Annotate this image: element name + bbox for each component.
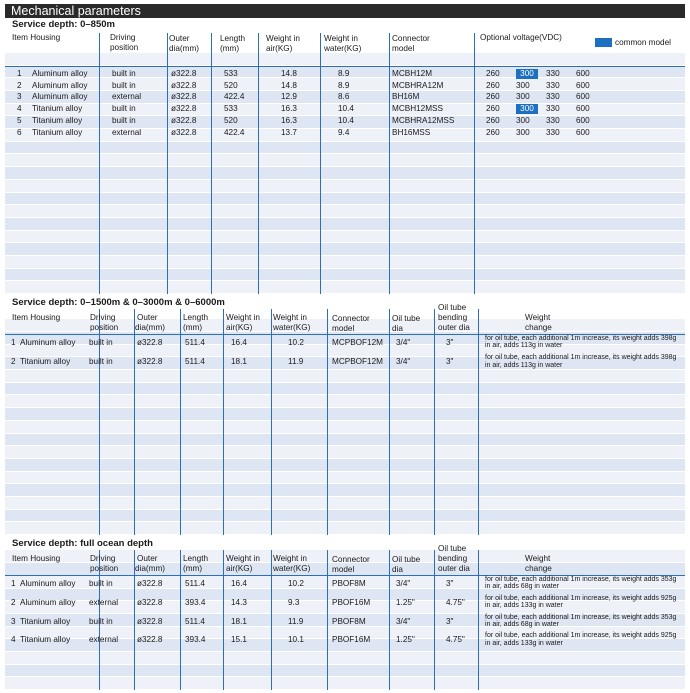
- column-header: air(KG): [266, 44, 293, 53]
- column-header: (mm): [220, 44, 240, 53]
- table-row-bg: [5, 421, 685, 434]
- connector-cell: PBOF8M: [332, 616, 366, 626]
- column-divider: [134, 309, 135, 535]
- housing-cell: Aluminum alloy: [32, 92, 88, 102]
- table-row-bg: [5, 408, 685, 421]
- weight-air-cell: 14.8: [281, 69, 297, 78]
- item-number: 1: [17, 69, 22, 78]
- weight-change-note: for oil tube, each additional 1m increase, its weight adds 353g in air, adds 68g in water: [485, 613, 677, 628]
- housing-cell: Aluminum alloy: [20, 597, 76, 607]
- voltage-option: 600: [576, 80, 590, 90]
- page-title: Mechanical parameters: [5, 4, 685, 18]
- driving-cell: built in: [112, 69, 136, 78]
- driving-cell: built in: [89, 357, 113, 367]
- column-divider: [99, 33, 100, 294]
- weight-air-cell: 18.1: [231, 357, 247, 367]
- weight-change-note: for oil tube, each additional 1m increase, its weight adds 925g in air, adds 133g in water: [485, 594, 677, 609]
- column-header: model: [332, 565, 355, 574]
- column-header: Length: [183, 554, 209, 563]
- connector-cell: MCPBOF12M: [332, 357, 383, 367]
- column-divider: [271, 309, 272, 535]
- table-row-bg: [5, 281, 685, 294]
- table-row-bg: [5, 497, 685, 510]
- column-header: bending: [438, 313, 468, 322]
- weight-water-cell: 10.4: [338, 104, 354, 114]
- column-header: model: [392, 44, 415, 53]
- column-header: Connector: [392, 34, 430, 43]
- table-row-bg: [5, 652, 685, 665]
- connector-cell: MCPBOF12M: [332, 338, 383, 347]
- weight-water-cell: 8.9: [338, 69, 350, 78]
- housing-cell: Aluminum alloy: [32, 69, 88, 78]
- column-header: Weight: [525, 313, 551, 322]
- length-cell: 422.4: [224, 92, 245, 102]
- voltage-option: 300: [516, 115, 530, 125]
- weight-air-cell: 14.8: [281, 80, 297, 90]
- legend-label: common model: [615, 38, 671, 47]
- bend-dia-cell: 4.75": [446, 635, 465, 645]
- table-row-bg: [5, 180, 685, 193]
- housing-cell: Titanium alloy: [20, 616, 71, 626]
- item-number: 5: [17, 115, 22, 125]
- voltage-option: 330: [546, 80, 560, 90]
- voltage-option: 600: [576, 69, 590, 78]
- dia-cell: ø322.8: [137, 357, 163, 367]
- oil-tube-dia-cell: 3/4": [396, 357, 411, 367]
- table-row-bg: [5, 510, 685, 523]
- length-cell: 533: [224, 104, 238, 114]
- column-divider: [434, 309, 435, 535]
- table-row-bg: [5, 243, 685, 256]
- dia-cell: ø322.8: [137, 597, 163, 607]
- oil-tube-dia-cell: 1.25": [396, 597, 415, 607]
- housing-cell: Aluminum alloy: [20, 579, 76, 588]
- table-row-bg: [5, 522, 685, 535]
- connector-cell: BH16M: [392, 92, 420, 102]
- item-number: 4: [11, 635, 16, 645]
- driving-cell: built in: [112, 80, 136, 90]
- driving-cell: built in: [112, 115, 136, 125]
- column-header: outer dia: [438, 564, 470, 573]
- table-row-bg: [5, 383, 685, 396]
- column-header: air(KG): [226, 564, 253, 573]
- column-header: Driving: [110, 33, 136, 42]
- voltage-option: 600: [576, 115, 590, 125]
- weight-air-cell: 16.4: [231, 338, 247, 347]
- section-full-ocean: [5, 538, 685, 690]
- driving-cell: built in: [89, 338, 113, 347]
- connector-cell: MCBHRA12MSS: [392, 115, 455, 125]
- connector-cell: PBOF8M: [332, 579, 366, 588]
- column-header: water(KG): [273, 323, 311, 332]
- voltage-option: 330: [546, 69, 560, 78]
- weight-water-cell: 9.3: [288, 597, 300, 607]
- column-header: dia: [392, 565, 403, 574]
- table-row-bg: [5, 154, 685, 167]
- column-divider: [223, 550, 224, 690]
- table-row-bg: [5, 142, 685, 155]
- item-number: 2: [11, 357, 16, 367]
- length-cell: 520: [224, 115, 238, 125]
- column-header: Outer: [137, 313, 158, 322]
- table-row-bg: [5, 269, 685, 282]
- connector-cell: MCBH12M: [392, 69, 433, 78]
- dia-cell: ø322.8: [171, 69, 197, 78]
- weight-air-cell: 12.9: [281, 92, 297, 102]
- driving-cell: external: [112, 127, 142, 137]
- oil-tube-dia-cell: 3/4": [396, 579, 411, 588]
- voltage-options: [486, 104, 606, 114]
- weight-air-cell: 13.7: [281, 127, 297, 137]
- section-0-850m: [5, 19, 685, 294]
- oil-tube-dia-cell: 3/4": [396, 616, 411, 626]
- weight-air-cell: 18.1: [231, 616, 247, 626]
- weight-change-note: for oil tube, each additional 1m increase, its weight adds 353g in air, adds 68g in water: [485, 576, 677, 591]
- column-header: water(KG): [324, 44, 362, 53]
- weight-water-cell: 9.4: [338, 127, 350, 137]
- column-header: position: [90, 564, 119, 573]
- column-header: water(KG): [273, 564, 311, 573]
- column-divider: [389, 550, 390, 690]
- column-divider: [167, 33, 168, 294]
- weight-water-cell: 8.9: [338, 80, 350, 90]
- connector-cell: PBOF16M: [332, 597, 371, 607]
- housing-cell: Titanium alloy: [20, 357, 71, 367]
- dia-cell: ø322.8: [137, 579, 163, 588]
- weight-change-note: for oil tube, each additional 1m increase, its weight adds 398g in air, adds 113g in water: [485, 335, 677, 350]
- table-row-bg: [5, 218, 685, 231]
- voltage-options: [486, 81, 606, 91]
- column-header: change: [525, 323, 552, 332]
- column-divider: [271, 550, 272, 690]
- column-header: Driving: [90, 313, 116, 322]
- column-header: Outer: [137, 554, 158, 563]
- column-divider: [389, 309, 390, 535]
- table-row-bg: [5, 434, 685, 447]
- voltage-options: [486, 128, 606, 138]
- column-header: Length: [183, 313, 209, 322]
- length-cell: 511.4: [185, 338, 205, 347]
- length-cell: 422.4: [224, 127, 245, 137]
- section-heading: Service depth: full ocean depth: [12, 538, 153, 549]
- table-row-bg: [5, 665, 685, 678]
- voltage-common: 300: [516, 104, 538, 114]
- driving-cell: built in: [89, 579, 113, 588]
- column-header: Connector: [332, 314, 370, 323]
- table-row-bg: [5, 472, 685, 485]
- column-header: Oil tube: [438, 303, 467, 312]
- housing-cell: Titanium alloy: [32, 104, 83, 114]
- weight-air-cell: 14.3: [231, 597, 247, 607]
- column-divider: [389, 33, 390, 294]
- column-header: air(KG): [226, 323, 253, 332]
- column-header: Weight in: [226, 554, 260, 563]
- column-header: Weight in: [273, 313, 307, 322]
- item-number: 3: [17, 92, 22, 102]
- table-row-bg: [5, 205, 685, 218]
- voltage-option: 260: [486, 80, 500, 90]
- table-row-bg: [5, 167, 685, 180]
- oil-tube-dia-cell: 1.25": [396, 635, 415, 645]
- column-divider: [223, 309, 224, 535]
- column-header: dia(mm): [169, 44, 200, 53]
- column-header: Oil tube: [392, 314, 421, 323]
- dia-cell: ø322.8: [171, 80, 197, 90]
- column-header: Outer: [169, 34, 190, 43]
- table-row-bg: [5, 446, 685, 459]
- item-number: 1: [11, 338, 16, 347]
- voltage-option: 300: [516, 80, 530, 90]
- driving-cell: external: [89, 597, 119, 607]
- dia-cell: ø322.8: [171, 104, 197, 114]
- dia-cell: ø322.8: [137, 338, 163, 347]
- voltage-option: 330: [546, 104, 560, 114]
- column-header: model: [332, 324, 355, 333]
- column-divider: [180, 309, 181, 535]
- item-number: 6: [17, 127, 22, 137]
- voltage-option: 330: [546, 127, 560, 137]
- bend-dia-cell: 3": [446, 357, 454, 367]
- voltage-options: [486, 92, 606, 102]
- column-divider: [320, 33, 321, 294]
- table-row-bg: [5, 231, 685, 244]
- column-header: Weight in: [273, 554, 307, 563]
- weight-change-note: for oil tube, each additional 1m increase, its weight adds 398g in air, adds 113g in water: [485, 354, 677, 369]
- connector-cell: BH16MSS: [392, 127, 431, 137]
- column-header: change: [525, 564, 552, 573]
- voltage-option: 300: [516, 127, 530, 137]
- length-cell: 511.4: [185, 579, 205, 588]
- driving-cell: built in: [112, 104, 136, 114]
- weight-change-note: for oil tube, each additional 1m increase, its weight adds 925g in air, adds 133g in water: [485, 632, 677, 647]
- connector-cell: MCBH12MSS: [392, 104, 443, 114]
- item-number: 2: [17, 80, 22, 90]
- table-row-bg: [5, 370, 685, 383]
- dia-cell: ø322.8: [171, 115, 197, 125]
- column-header: Weight in: [324, 34, 358, 43]
- voltage-option: 600: [576, 92, 590, 102]
- column-divider: [180, 550, 181, 690]
- column-divider: [327, 309, 328, 535]
- driving-cell: built in: [89, 616, 113, 626]
- legend-swatch: [595, 38, 612, 47]
- column-header: dia(mm): [135, 564, 166, 573]
- column-header: position: [90, 323, 119, 332]
- length-cell: 520: [224, 80, 238, 90]
- dia-cell: ø322.8: [137, 635, 163, 645]
- bend-dia-cell: 3": [446, 338, 454, 347]
- column-header: Item Housing: [12, 313, 61, 322]
- item-number: 2: [11, 597, 16, 607]
- weight-water-cell: 10.2: [288, 579, 304, 588]
- voltage-option: 300: [516, 92, 530, 102]
- column-header: outer dia: [438, 323, 470, 332]
- section-heading: Service depth: 0–1500m & 0–3000m & 0–6000m: [12, 297, 225, 308]
- column-header: (mm): [183, 564, 203, 573]
- voltage-option: 260: [486, 92, 500, 102]
- connector-cell: PBOF16M: [332, 635, 371, 645]
- dia-cell: ø322.8: [171, 127, 197, 137]
- column-divider: [434, 550, 435, 690]
- column-header: dia(mm): [135, 323, 166, 332]
- column-header: Weight in: [266, 34, 300, 43]
- length-cell: 511.4: [185, 357, 205, 367]
- bend-dia-cell: 3": [446, 616, 454, 626]
- row-stripes: [5, 319, 685, 535]
- oil-tube-dia-cell: 3/4": [396, 338, 411, 347]
- table-row-bg: [5, 395, 685, 408]
- header-divider: [5, 66, 685, 67]
- housing-cell: Aluminum alloy: [32, 80, 88, 90]
- voltage-option: 260: [486, 115, 500, 125]
- voltage-option: 330: [546, 115, 560, 125]
- length-cell: 511.4: [185, 616, 205, 626]
- column-header: Length: [220, 34, 246, 43]
- voltage-option: 260: [486, 127, 500, 137]
- voltage-option: 260: [486, 104, 500, 114]
- column-divider: [211, 33, 212, 294]
- table-row-bg: [5, 53, 685, 66]
- housing-cell: Titanium alloy: [20, 635, 71, 645]
- item-number: 3: [11, 616, 16, 626]
- column-header: dia: [392, 324, 403, 333]
- voltage-option: 330: [546, 92, 560, 102]
- voltage-common: 300: [516, 69, 538, 79]
- bend-dia-cell: 4.75": [446, 597, 465, 607]
- voltage-options: [486, 69, 606, 79]
- weight-water-cell: 10.4: [338, 115, 354, 125]
- item-number: 4: [17, 104, 22, 114]
- table-row-bg: [5, 193, 685, 206]
- bend-dia-cell: 3": [446, 579, 454, 588]
- column-header: Oil tube: [438, 544, 467, 553]
- voltage-option: 600: [576, 104, 590, 114]
- column-divider: [478, 309, 479, 535]
- voltage-option: 260: [486, 69, 500, 78]
- column-header: Weight in: [226, 313, 260, 322]
- length-cell: 393.4: [185, 597, 206, 607]
- weight-water-cell: 11.9: [288, 357, 304, 367]
- weight-water-cell: 11.9: [288, 616, 304, 626]
- column-header: Optional voltage(VDC): [480, 33, 562, 42]
- column-divider: [327, 550, 328, 690]
- column-header: (mm): [183, 323, 203, 332]
- weight-air-cell: 16.3: [281, 104, 297, 114]
- weight-water-cell: 10.2: [288, 338, 304, 347]
- housing-cell: Aluminum alloy: [20, 338, 76, 347]
- section-0-6000m: [5, 297, 685, 535]
- column-header: bending: [438, 554, 468, 563]
- driving-cell: external: [112, 92, 142, 102]
- housing-cell: Titanium alloy: [32, 115, 83, 125]
- column-header: Connector: [332, 555, 370, 564]
- driving-cell: external: [89, 635, 119, 645]
- length-cell: 393.4: [185, 635, 206, 645]
- length-cell: 533: [224, 69, 238, 78]
- column-divider: [474, 33, 475, 294]
- column-header: Oil tube: [392, 555, 421, 564]
- column-divider: [258, 33, 259, 294]
- column-header: position: [110, 43, 139, 52]
- item-number: 1: [11, 579, 16, 588]
- dia-cell: ø322.8: [137, 616, 163, 626]
- weight-air-cell: 16.3: [281, 115, 297, 125]
- table-row-bg: [5, 459, 685, 472]
- table-row-bg: [5, 677, 685, 690]
- column-header: Item Housing: [12, 33, 61, 42]
- housing-cell: Titanium alloy: [32, 127, 83, 137]
- voltage-options: [486, 116, 606, 126]
- table-row-bg: [5, 256, 685, 269]
- weight-water-cell: 10.1: [288, 635, 304, 645]
- dia-cell: ø322.8: [171, 92, 197, 102]
- weight-air-cell: 15.1: [231, 635, 247, 645]
- column-header: Driving: [90, 554, 116, 563]
- voltage-option: 600: [576, 127, 590, 137]
- weight-air-cell: 16.4: [231, 579, 247, 588]
- section-heading: Service depth: 0–850m: [12, 19, 115, 30]
- table-row-bg: [5, 484, 685, 497]
- column-header: Item Housing: [12, 554, 61, 563]
- connector-cell: MCBHRA12M: [392, 80, 444, 90]
- column-divider: [478, 550, 479, 690]
- column-header: Weight: [525, 554, 551, 563]
- weight-water-cell: 8.6: [338, 92, 350, 102]
